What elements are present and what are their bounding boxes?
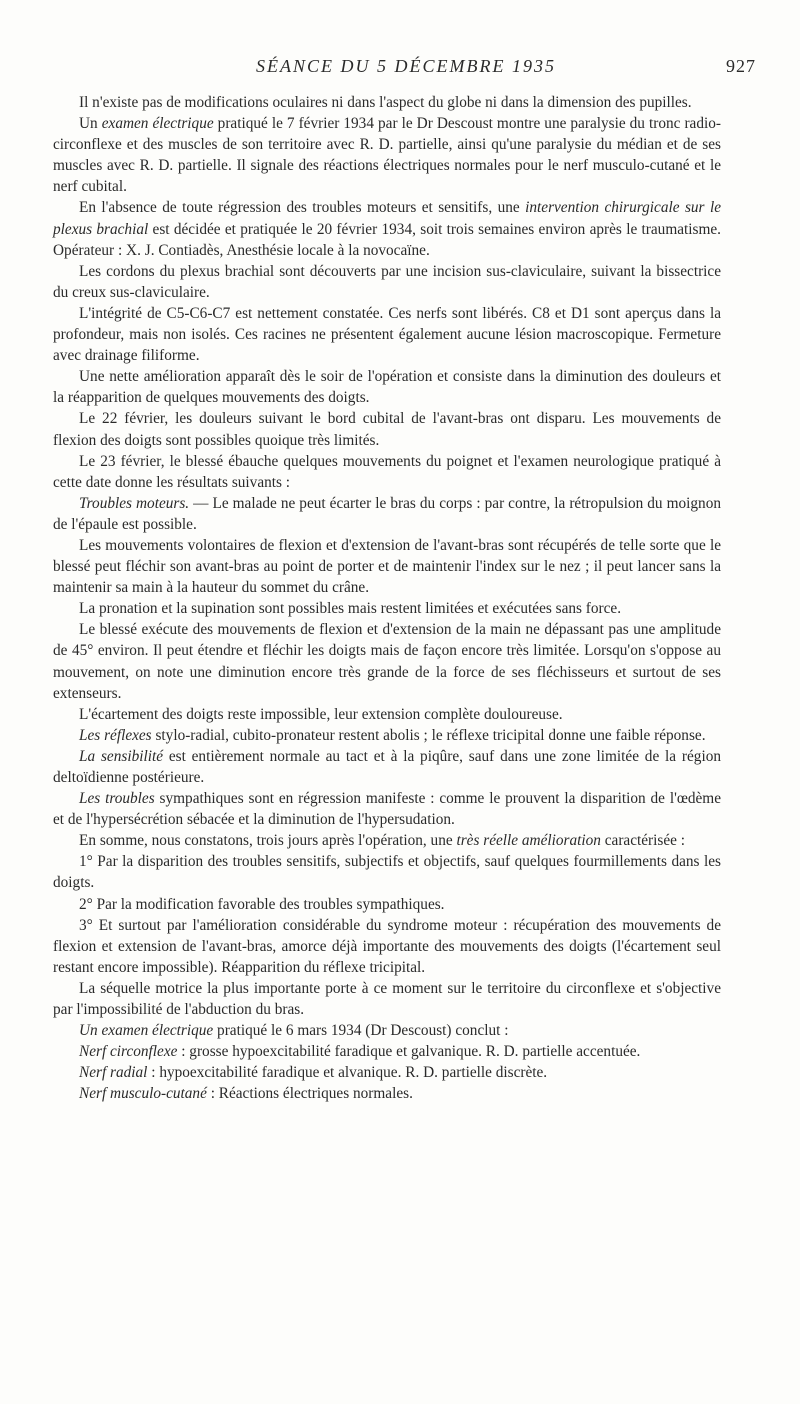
text-segment: Les mouvements volontaires de flexion et d'extension de l'avant-bras sont récupérés de telle sorte que le blessé peut fléchir son avant-bras au point de porter et de maintenir l'index sur le nez ; il peut lancer sans la maintenir sa main à la hauteur du sommet du crâne.: [53, 536, 721, 597]
paragraph: [53, 408, 721, 450]
text-segment: Les cordons du plexus brachial sont découverts par une incision sus-claviculaire, suivant la bissectrice du creux sus-claviculaire.: [53, 262, 721, 301]
text-segment: 2° Par la modification favorable des troubles sympathiques.: [79, 895, 445, 913]
text-segment: Le 22 février, les douleurs suivant le bord cubital de l'avant-bras ont disparu. Les mouvements de flexion des doigts sont possibles quoique très limités.: [53, 410, 721, 449]
italic-text: très réelle amélioration: [456, 832, 601, 850]
paragraph: [53, 830, 721, 851]
paragraph: [53, 915, 721, 978]
paragraph: [53, 261, 721, 303]
paragraph: [53, 851, 721, 893]
italic-text: examen électrique: [101, 115, 214, 133]
paragraph: [53, 1083, 721, 1104]
text-segment: 3° Et surtout par l'amélioration considérable du syndrome moteur : récupération des mouvements de flexion et extension de l'avant-bras, amorce déjà importante des mouvements des doigts (l'écartement seul restant encore impossible). Réapparition du réflexe tricipital.: [53, 916, 721, 976]
text-segment: est décidée et pratiquée le 20 février 1934, soit trois semaines environ après le traumatisme. Opérateur : X. J. Contiadès, Anesthésie locale à la novocaïne.: [53, 220, 721, 259]
paragraph: [53, 451, 721, 493]
italic-text: Un examen électrique: [79, 1022, 214, 1040]
page-number: 927: [726, 56, 756, 76]
paragraph: [53, 598, 721, 619]
body-text: [53, 92, 721, 1105]
paragraph: [53, 746, 721, 788]
text-segment: En l'absence de toute régression des troubles moteurs et sensitifs, une: [79, 199, 526, 217]
text-segment: : grosse hypoexcitabilité faradique et galvanique. R. D. partielle accentuée.: [177, 1043, 641, 1061]
paragraph: [53, 113, 721, 197]
text-segment: La pronation et la supination sont possibles mais restent limitées et exécutées sans force.: [79, 600, 622, 618]
text-segment: La séquelle motrice la plus importante porte à ce moment sur le territoire du circonflexe et s'objective par l'impossibilité de l'abduction du bras.: [53, 979, 721, 1019]
text-segment: L'intégrité de C5-C6-C7 est nettement constatée. Ces nerfs sont libérés. C8 et D1 sont aperçus dans la profondeur, mais non isolés. Ces racines ne présentent également aucune lésion macroscopique. Fermeture avec drainage filiforme.: [53, 304, 721, 365]
text-segment: Un: [79, 115, 102, 133]
paragraph: [53, 197, 721, 260]
text-segment: est entièrement normale au tact et à la piqûre, sauf dans une zone limitée de la région deltoïdienne postérieure.: [53, 747, 721, 786]
text-segment: : Réactions électriques normales.: [206, 1085, 413, 1103]
paragraph: [53, 1062, 721, 1083]
text-segment: sympathiques sont en régression manifeste : comme le prouvent la disparition de l'œdème et de l'hypersécrétion sébacée et la diminution de l'hypersudation.: [53, 790, 721, 829]
paragraph: [53, 725, 721, 746]
paragraph: [53, 92, 721, 113]
text-segment: 1° Par la disparition des troubles sensitifs, subjectifs et objectifs, sauf quelques fourmillements dans les doigts.: [53, 853, 721, 892]
text-segment: pratiqué le 6 mars 1934 (Dr Descoust) conclut :: [213, 1022, 509, 1040]
paragraph: [53, 788, 721, 830]
text-segment: stylo-radial, cubito-pronateur restent abolis ; le réflexe tricipital donne une faible réponse.: [151, 726, 706, 744]
paragraph: [53, 1041, 721, 1062]
italic-text: Nerf radial: [79, 1064, 148, 1082]
paragraph: [53, 1020, 721, 1041]
italic-text: La sensibilité: [79, 747, 164, 765]
italic-text: Nerf musculo-cutané: [79, 1085, 207, 1103]
text-segment: Le blessé exécute des mouvements de flexion et d'extension de la main ne dépassant pas une amplitude de 45° environ. Il peut étendre et fléchir les doigts mais de façon encore très limitée. Lorsqu'on s'oppose au mouvement, on note une diminution encore très grande de la force de ses fléchisseurs et surtout de ses extenseurs.: [53, 621, 721, 702]
running-head: [56, 56, 756, 86]
text-segment: Le 23 février, le blessé ébauche quelques mouvements du poignet et l'examen neurologique pratiqué à cette date donne les résultats suivants :: [53, 452, 721, 491]
italic-text: Troubles moteurs.: [79, 494, 190, 512]
paragraph: [53, 535, 721, 598]
paragraph: [53, 894, 721, 915]
text-segment: caractérisée :: [600, 832, 686, 850]
text-segment: Une nette amélioration apparaît dès le soir de l'opération et consiste dans la diminution des douleurs et la réapparition de quelques mouvements des doigts.: [53, 368, 721, 407]
paragraph: [53, 366, 721, 408]
paragraph: [53, 978, 721, 1020]
text-segment: : hypoexcitabilité faradique et alvanique. R. D. partielle discrète.: [147, 1064, 548, 1082]
text-segment: — Le malade ne peut écarter le bras du corps : par contre, la rétropulsion du moignon de l'épaule est possible.: [53, 494, 721, 533]
text-segment: L'écartement des doigts reste impossible, leur extension complète douloureuse.: [79, 705, 563, 723]
paragraph: [53, 619, 721, 703]
text-segment: pratiqué le 7 février 1934 par le Dr Descoust montre une paralysie du tronc radio-circonflexe et des muscles de son territoire avec R. D. partielle, ainsi qu'une paralysie du médian et de ses muscles avec R. D. partielle. Il signale des réactions électriques normales pour le nerf musculo-cutané et le nerf cubital.: [53, 115, 721, 196]
italic-text: Les réflexes: [79, 726, 152, 744]
text-segment: En somme, nous constatons, trois jours après l'opération, une: [79, 832, 457, 850]
paragraph: [53, 303, 721, 366]
italic-text: intervention chirurgicale sur le plexus brachial: [53, 199, 721, 238]
italic-text: Les troubles: [79, 790, 155, 808]
paragraph: [53, 704, 721, 725]
running-title: SÉANCE DU 5 DÉCEMBRE 1935: [256, 56, 556, 76]
italic-text: Nerf circonflexe: [79, 1043, 178, 1061]
paragraph: [53, 493, 721, 535]
text-segment: Il n'existe pas de modifications oculaires ni dans l'aspect du globe ni dans la dimension des pupilles.: [79, 94, 692, 111]
